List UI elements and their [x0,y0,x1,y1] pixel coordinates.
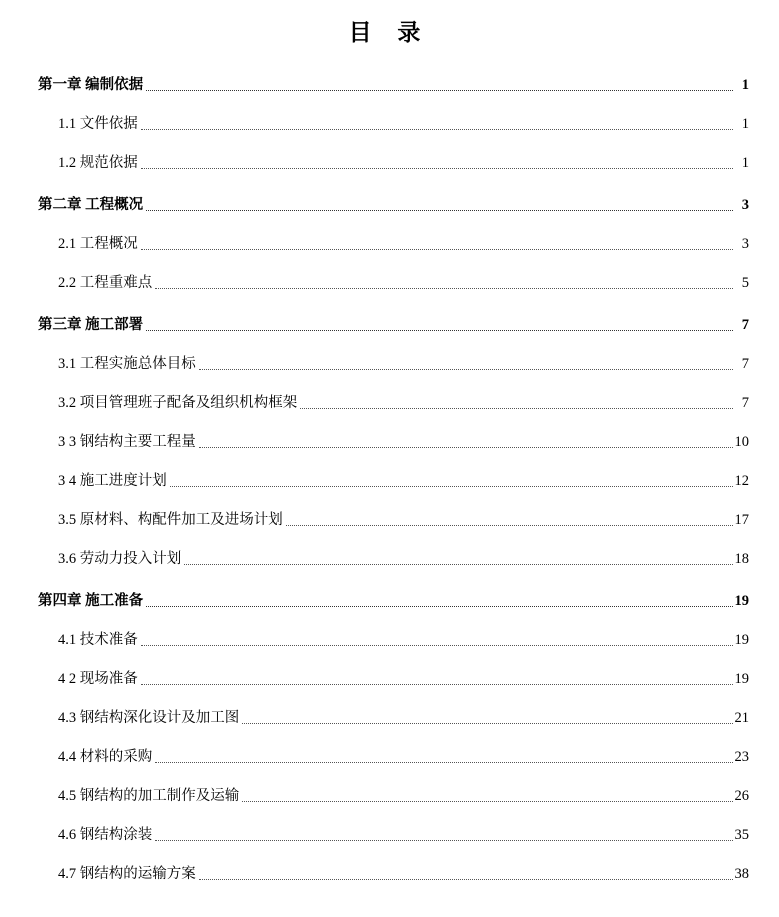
toc-page-number: 19 [734,671,749,687]
toc-entry-label: 第二章 工程概况 [38,197,144,213]
toc-entry-label: 4.4 材料的采购 [58,749,153,765]
toc-leader-dots [146,89,733,91]
toc-page-number: 26 [734,788,749,804]
toc-entry-label: 3.6 劳动力投入计划 [58,551,182,567]
toc-entry-label: 4.3 钢结构深化设计及加工图 [58,710,240,726]
table-of-contents [30,75,749,884]
toc-entry-label: 1.2 规范依据 [58,155,138,171]
toc-page-number: 19 [734,593,749,609]
toc-page-number: 5 [741,275,749,291]
toc-page-number: 7 [741,317,749,333]
toc-section-entry[interactable] [30,114,749,134]
toc-entry-label: 3.2 项目管理班子配备及组织机构框架 [58,395,298,411]
toc-entry-label: 4.7 钢结构的运输方案 [58,866,196,882]
toc-section-entry[interactable] [30,708,749,728]
toc-entry-label: 2.2 工程重难点 [58,275,153,291]
toc-page-number: 18 [734,551,749,567]
toc-entry-label: 2.1 工程概况 [58,236,138,252]
toc-leader-dots [141,128,733,130]
toc-section-entry[interactable] [30,432,749,452]
toc-chapter-entry[interactable] [30,195,749,215]
toc-section-entry[interactable] [30,393,749,413]
toc-leader-dots [141,644,733,646]
toc-entry-label: 3.1 工程实施总体目标 [58,356,196,372]
toc-entry-label: 4.1 技术准备 [58,632,138,648]
toc-section-entry[interactable] [30,864,749,884]
page-title: 目 录 [348,20,431,45]
toc-section-entry[interactable] [30,273,749,293]
toc-leader-dots [199,878,733,880]
toc-leader-dots [155,287,733,289]
toc-leader-dots [146,605,732,607]
toc-entry-label: 3.5 原材料、构配件加工及进场计划 [58,512,283,528]
toc-leader-dots [286,524,733,526]
toc-page-number: 12 [734,473,749,489]
toc-page-number: 17 [734,512,749,528]
toc-leader-dots [155,761,732,763]
toc-section-entry[interactable] [30,549,749,569]
toc-section-entry[interactable] [30,153,749,173]
toc-entry-label: 4.6 钢结构涂装 [58,827,153,843]
toc-entry-label: 3 3 钢结构主要工程量 [58,434,196,450]
toc-section-entry[interactable] [30,234,749,254]
toc-page-number: 35 [734,827,749,843]
toc-page-number: 10 [734,434,749,450]
toc-page-number: 23 [734,749,749,765]
toc-page-number: 3 [741,197,749,213]
toc-leader-dots [300,407,733,409]
toc-section-entry[interactable] [30,747,749,767]
toc-section-entry[interactable] [30,630,749,650]
toc-chapter-entry[interactable] [30,75,749,95]
toc-leader-dots [199,446,733,448]
toc-leader-dots [170,485,733,487]
toc-entry-label: 4.5 钢结构的加工制作及运输 [58,788,240,804]
toc-entry-label: 3 4 施工进度计划 [58,473,167,489]
toc-leader-dots [141,248,733,250]
toc-chapter-entry[interactable] [30,591,749,611]
toc-page-number: 3 [741,236,749,252]
toc-leader-dots [141,167,733,169]
toc-leader-dots [242,800,732,802]
toc-entry-label: 第四章 施工准备 [38,593,144,609]
toc-leader-dots [146,329,733,331]
toc-entry-label: 第一章 编制依据 [38,77,144,93]
toc-leader-dots [146,209,733,211]
toc-page-number: 7 [741,356,749,372]
toc-entry-label: 第三章 施工部署 [38,317,144,333]
toc-section-entry[interactable] [30,471,749,491]
toc-entry-label: 4 2 现场准备 [58,671,138,687]
toc-page-number: 1 [741,116,749,132]
toc-leader-dots [184,563,732,565]
toc-page-number: 38 [734,866,749,882]
toc-leader-dots [242,722,732,724]
toc-section-entry[interactable] [30,354,749,374]
toc-section-entry[interactable] [30,825,749,845]
toc-page-number: 21 [734,710,749,726]
toc-page-number: 19 [734,632,749,648]
toc-section-entry[interactable] [30,510,749,530]
toc-leader-dots [199,368,733,370]
toc-section-entry[interactable] [30,669,749,689]
toc-page-number: 1 [741,77,749,93]
toc-leader-dots [141,683,733,685]
toc-page-number: 7 [741,395,749,411]
toc-leader-dots [155,839,732,841]
toc-section-entry[interactable] [30,786,749,806]
toc-entry-label: 1.1 文件依据 [58,116,138,132]
toc-page-number: 1 [741,155,749,171]
toc-chapter-entry[interactable] [30,315,749,335]
